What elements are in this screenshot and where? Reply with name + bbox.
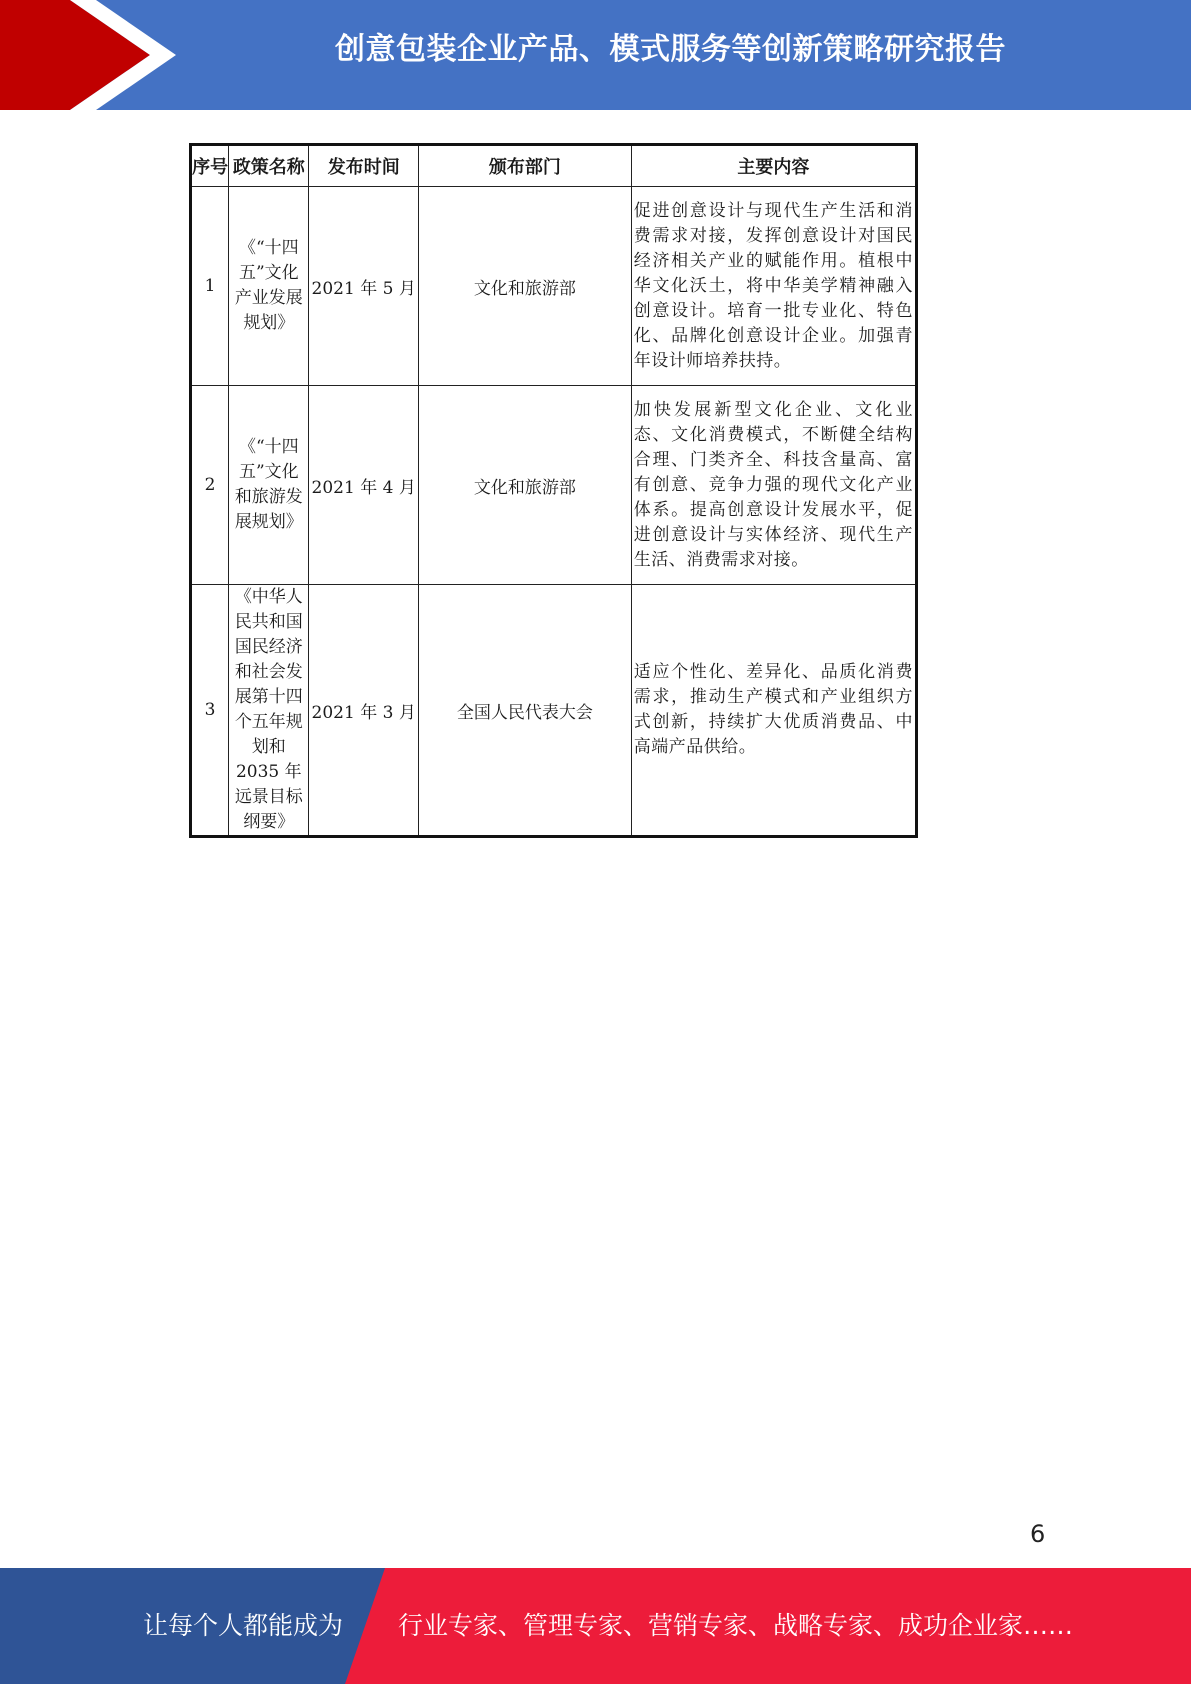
table-row: [191, 187, 917, 386]
header-release-date: 发布时间: [309, 145, 418, 187]
footer-slogan-right: 行业专家、管理专家、营销专家、战略专家、成功企业家……: [398, 1611, 1074, 1640]
department: 文化和旅游部: [418, 187, 631, 386]
report-title: 创意包装企业产品、模式服务等创新策略研究报告: [335, 32, 1006, 67]
header-banner: [0, 0, 1191, 110]
header-department: 颁布部门: [418, 145, 631, 187]
policy-name: 《“十四五”文化产业发展规划》: [229, 187, 309, 386]
release-date: 2021 年 3 月: [309, 585, 418, 837]
main-content: 促进创意设计与现代生产生活和消费需求对接，发挥创意设计对国民经济相关产业的赋能作用。植根中华文化沃土，将中华美学精神融入创意设计。培育一批专业化、特色化、品牌化创意设计企业。加强青年设计师培养扶持。: [631, 187, 916, 386]
page-number: 6: [1030, 1520, 1046, 1548]
policy-name: 《“十四五”文化和旅游发展规划》: [229, 386, 309, 585]
department: 文化和旅游部: [418, 386, 631, 585]
table-header-row: [191, 145, 917, 187]
policy-table: [189, 143, 918, 838]
row-number: 2: [191, 386, 229, 585]
department: 全国人民代表大会: [418, 585, 631, 837]
main-content: 适应个性化、差异化、品质化消费需求，推动生产模式和产业组织方式创新，持续扩大优质消费品、中高端产品供给。: [631, 585, 916, 837]
header-policy-name: 政策名称: [229, 145, 309, 187]
row-number: 1: [191, 187, 229, 386]
table-row: [191, 585, 917, 837]
release-date: 2021 年 4 月: [309, 386, 418, 585]
footer-slogan-left: 让每个人都能成为: [143, 1611, 344, 1640]
row-number: 3: [191, 585, 229, 837]
release-date: 2021 年 5 月: [309, 187, 418, 386]
header-no: 序号: [191, 145, 229, 187]
main-content: 加快发展新型文化企业、文化业态、文化消费模式，不断健全结构合理、门类齐全、科技含量高、富有创意、竞争力强的现代文化产业体系。提高创意设计发展水平，促进创意设计与实体经济、现代生产生活、消费需求对接。: [631, 386, 916, 585]
policy-name: 《中华人民共和国国民经济和社会发展第十四个五年规划和 2035 年远景目标纲要》: [229, 585, 309, 837]
footer-banner: [0, 1568, 1191, 1684]
header-main-content: 主要内容: [631, 145, 916, 187]
table-row: [191, 386, 917, 585]
